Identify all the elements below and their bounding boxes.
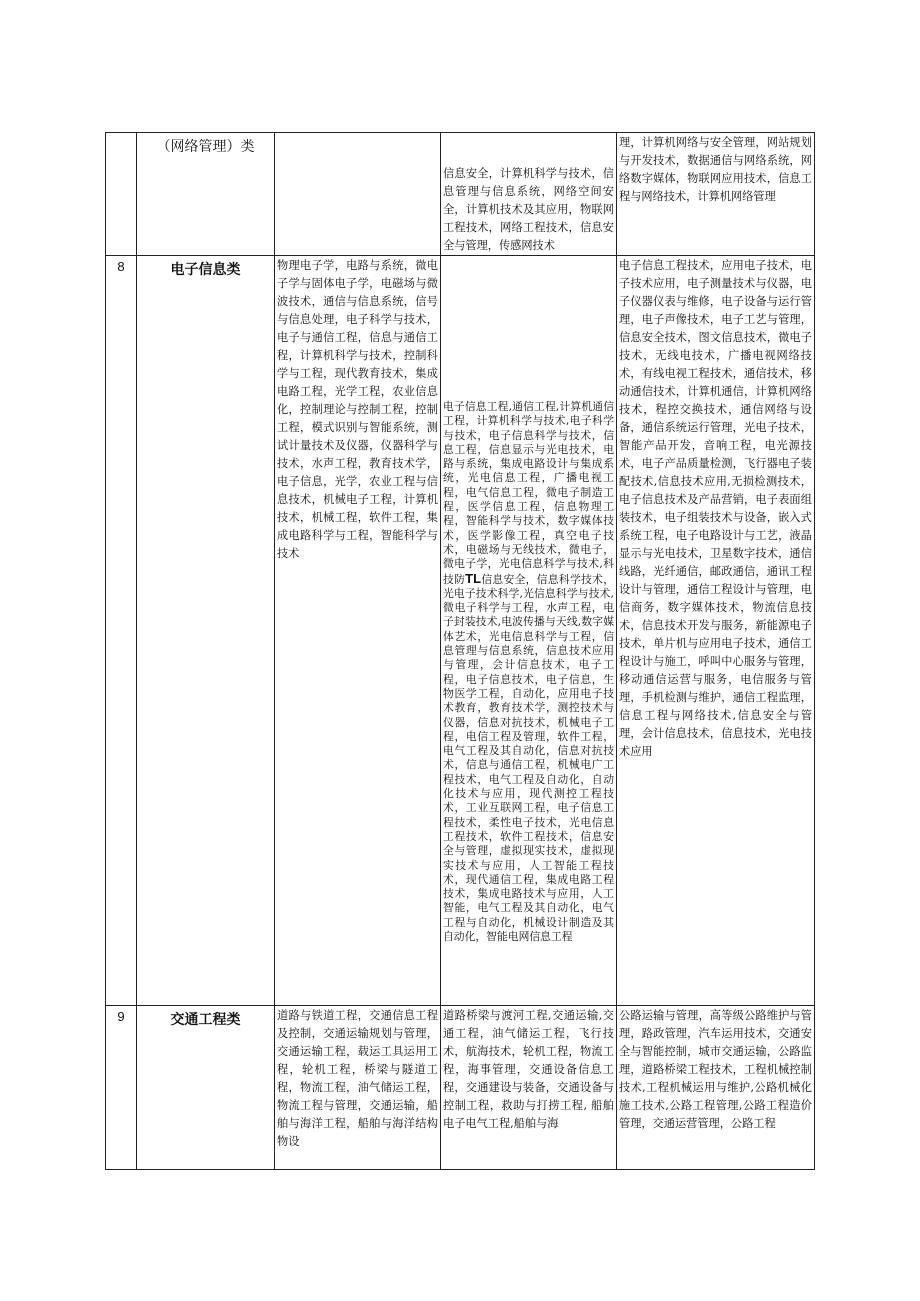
row-index xyxy=(106,133,136,255)
vocational-bachelor-majors xyxy=(441,256,616,1005)
undergrad-majors: 物理电子学，电路与系统，微电子学与固体电子学，电磁场与微波技术，通信与信息系统，信号与信息处理，电子科学与技术，电子与通信工程，信息与通信工程，计算机科学与技术，控制科学与工程，现代教育技术，集成电路工程，光学工程，农业信息化，控制理论与控制工程，控制工程，模式识别与智能系统，测试计量技术及仪器，仪器科学与技术，水声工程，教育技术学，电子信息，光学，农业工程与信息技术，机械电子工程，计算机技术，机械工程，软件工程，集成电路科学与工程，智能科学与技术 xyxy=(277,259,438,560)
category-name: 交通工程类 xyxy=(170,1011,241,1027)
vocational-majors: 电子信息工程技术，应用电子技术，电子技术应用，电子测量技术与仪器，电子仪器仪表与维修，电子设备与运行管理，电子声像技术，电子工艺与管理，信息安全技术，图文信息技术，微电子技术，无线电技术，广播电视网络技术，有线电视工程技术，通信技术，移动通信技术，计算机通信，计算机网络技术，程控交换技术，通信网络与设备，通信系统运行管理，光电子技术，智能产品开发，音响工程，电光源技术，电子产品质量检测，飞行器电子装配技术,信息技术应用,无损检测技术，电子信息技术及产品营销，电子表面组装技术，电子组装技术与设备，嵌入式系统工程，电子电路设计与工艺，液晶显示与光电技术，卫星数字技术，通信线路，光纤通信，邮政通信，通讯工程设计与管理，通信工程设计与管理，电信商务，数字媒体技术，物流信息技术，信息技术开发与服务，新能源电子技术，单片机与应用电子技术，通信工程设计与施工，呼叫中心服务与管理，移动通信运营与服务，电信服务与管理，手机检测与维护，通信工程监理，信息工程与网络技术,信息安全与管理，会计信息技术，信息技术，光电技术应用 xyxy=(619,259,812,758)
vocational-majors: 理，计算机网络与安全管理，网站规划与开发技术，数据通信与网络系统，网络数字媒体，物联网应用技术，信息工程与网络技术，计算机网络管理 xyxy=(619,136,812,203)
row-index: 9 xyxy=(117,1009,125,1024)
category-name: 电子信息类 xyxy=(170,261,241,277)
vocational-bachelor-majors xyxy=(441,133,616,255)
row-index: 8 xyxy=(117,259,125,274)
undergrad-majors: 道路与铁道工程，交通信息工程及控制，交通运输规划与管理，交通运输工程，载运工具运用工程，轮机工程，桥梁与隧道工程，物流工程，油气储运工程，物流工程与管理，交通运输，船舶与海洋工程，船舶与海洋结构物设 xyxy=(277,1009,438,1148)
vocational-bachelor-majors: 道路桥梁与渡河工程,交通运输,交通工程，油气储运工程，飞行技术，航海技术，轮机工程，物流工程，海事管理，交通设备信息工程，交通建设与装备，交通设备与控制工程，救助与打捞工程, 船舶电子电气工程,船舶与海 xyxy=(443,1009,614,1130)
majors-table xyxy=(105,132,815,1170)
category-name: （网络管理）类 xyxy=(156,138,255,154)
vocational-bachelor-text-b: 信息安全，信息科学技术，光电子技术科学,光信息科学与技术,微电子科学与工程，水声工程，电子封装技术,电波传播与天线,数字媒体艺术，光电信息科学与工程，信息管理与信息系统，信息技术应用与管理，会计信息技术，电子工程，电子信息技术，电子信息，生物医学工程，自动化，应用电子技术教育，教育技术学，测控技术与仪器，信息对抗技术，机械电子工程，电信工程及管理，软件工程，电气工程及其自动化，信息对抗技术，信息与通信工程，机械电广工程技术，电气工程及自动化，自动化技术与应用，现代测控工程技术，工业互联网工程，电子信息工程技术，柔性电子技术，光电信息工程技术，软件工程技术，信息安全与管理，虚拟现实技术，虚拟现实技术与应用，人工智能工程技术，现代通信工程，集成电路工程技术，集成电路技术与应用，人工智能，电气工程及其自动化，电气工程与自动化，机械设计制造及其自动化，智能电网信息工程 xyxy=(443,572,615,943)
vocational-majors: 公路运输与管理，高等级公路维护与管理，路政管理，汽车运用技术，交通安全与智能控制，城市交通运输，公路监理，道路桥梁工程技术，工程机械控制技术,工程机械运用与维护,公路机械化施工技术,公路工程管理,公路工程造价管理，交通运营管理，公路工程 xyxy=(619,1009,812,1130)
vocational-bachelor-text: 信息安全，计算机科学与技术，信息管理与信息系统，网络空间安全，计算机技术及其应用，物联网工程技术，网络工程技术，信息安全与管理，传感网技术 xyxy=(443,167,614,252)
vocational-bachelor-text-a: 电子信息工程,通信工程,计算机通信工程，计算机科学与技术,电子科学与技术，电子信息科学与技术，信息工程，信息显示与光电技术，电路与系统，集成电路设计与集成系统，光电信息工程，广播电视工程，电气信息工程，微电子制造工程，医学信息工程，信息物理工程，智能科学与技术，数字媒体技术，医学影像工程，真空电子技术，电磁场与无线技术，微电子，微电子学，光电信息科学与技术,科技防 xyxy=(443,400,614,586)
undergrad-majors xyxy=(275,133,440,255)
vocational-bachelor-tl-mark: TL xyxy=(465,570,482,586)
